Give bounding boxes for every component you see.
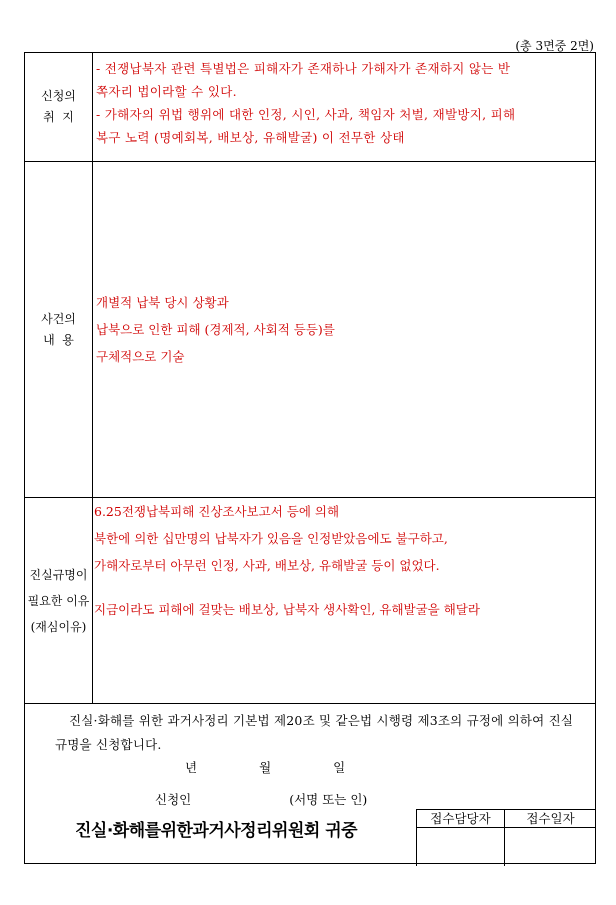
receipt-officer-label: 접수담당자 xyxy=(430,811,491,826)
signature-line xyxy=(155,790,367,808)
label-reason: 진실규명이 필요한 이유 (재심이유) xyxy=(25,498,93,703)
row-case-details xyxy=(25,162,595,498)
receipt-date-label: 접수일자 xyxy=(526,811,575,826)
application-form xyxy=(24,52,596,864)
label-purpose: 신청의 취 지 xyxy=(25,53,93,161)
day-label: 일 xyxy=(333,760,346,775)
date-line xyxy=(185,758,403,776)
declaration-text: 진실·화해를 위한 과거사정리 기본법 제20조 및 같은법 시행령 제3조의 규정에 의하여 진실규명을 신청합니다. xyxy=(55,713,574,752)
signature-note: (서명 또는 인) xyxy=(289,792,368,807)
committee-name: 진실·화해를위한과거사정리위원회 귀중 xyxy=(75,821,358,841)
row-declaration xyxy=(25,704,595,865)
row-purpose xyxy=(25,53,595,162)
content-case-details[interactable]: 개별적 납북 당시 상황과 납북으로 인한 피해 (경제적, 사회적 등등)를 구체적으로 기술 xyxy=(96,295,335,364)
content-reason[interactable]: 6.25전쟁납북피해 진상조사보고서 등에 의해 북한에 의한 십만명의 납북자가 있음을 인정받았음에도 불구하고, 가해자로부터 아무런 인정, 사과, 배보상, 유해발굴 등이 없었다. 지금이라도 피해에 걸맞는 배보상, 납북자 생사확인, 유해발굴을 해달라 xyxy=(94,504,480,617)
applicant-label: 신청인 xyxy=(155,792,192,807)
receipt-box xyxy=(416,809,596,866)
content-purpose[interactable]: - 전쟁납북자 관련 특별법은 피해자가 존재하나 가해자가 존재하지 않는 반 쪽자리 법이라할 수 있다. - 가해자의 위법 행위에 대한 인정, 시인, 사과, 책임자 처벌, 재발방지, 피해 복구 노력 (명예회복, 배보상, 유해발굴) 이 전무한 상태 xyxy=(96,61,516,145)
row-reason xyxy=(25,498,595,704)
year-label: 년 xyxy=(185,760,198,775)
page-indicator: (총 3면중 2면) xyxy=(515,39,594,53)
month-label: 월 xyxy=(259,760,272,775)
label-case-details: 사건의 내 용 xyxy=(25,162,93,497)
